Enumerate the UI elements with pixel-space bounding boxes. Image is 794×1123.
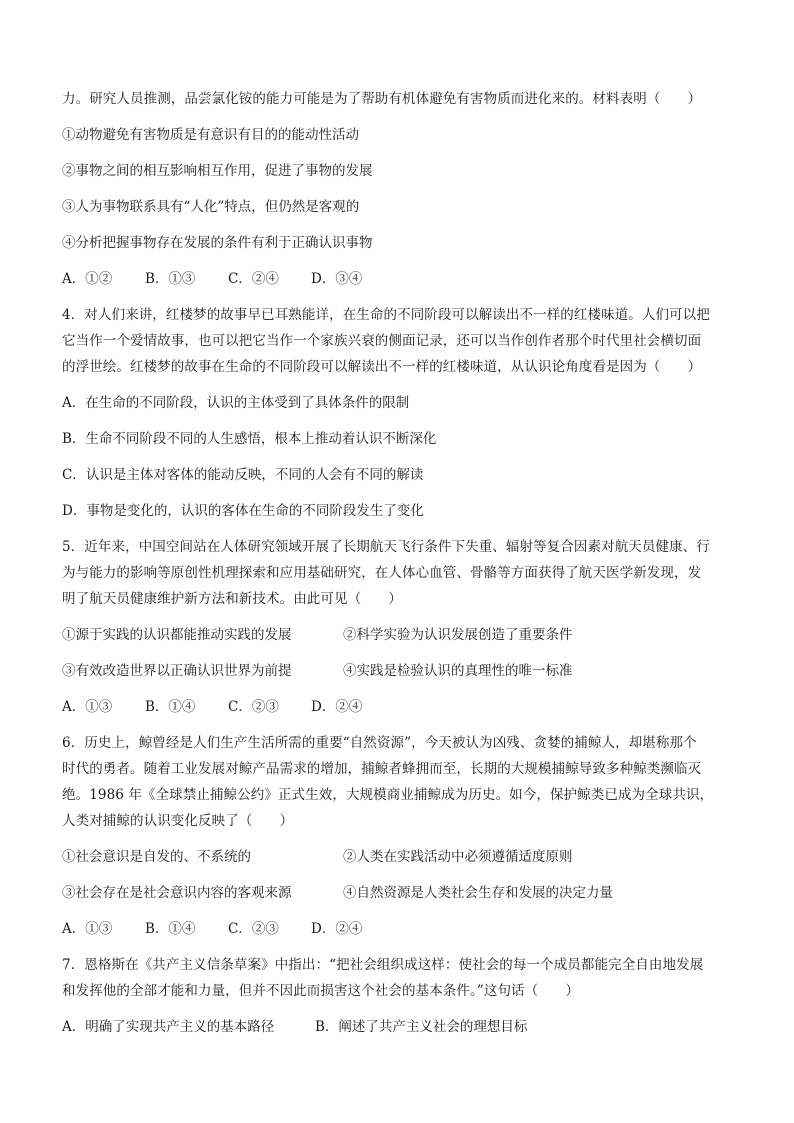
question-4-option-d: D．事物是变化的，认识的客体在生命的不同阶段发生了变化 [62, 503, 424, 519]
question-4-stem-line: 4．对人们来讲，红楼梦的故事早已耳熟能详，在生命的不同阶段可以解读出不一样的红楼味道。人们可以把 [62, 307, 710, 323]
question-6-stem-line: 绝。1986 年《全球禁止捕鲸公约》正式生效，大规模商业捕鲸成为历史。如今，保护鲸类已成为全球共识， [62, 787, 714, 803]
question-6-stem [62, 730, 738, 834]
question-6-stem-line: 时代的勇者。随着工业发展对鲸产品需求的增加，捕鲸者蜂拥而至，长期的大规模捕鲸导致多种鲸类濒临灭 [62, 761, 702, 777]
question-3-option-4: ④分析把握事物存在发展的条件有利于正确认识事物 [62, 235, 373, 251]
question-3-stem-line: 力。研究人员推测，品尝氯化铵的能力可能是为了帮助有机体避免有害物质而进化来的。材料表明（ ） [62, 91, 702, 107]
question-6-option-2: ②人类在实践活动中必须遵循适度原则 [343, 849, 573, 865]
question-3-choice-a: A．①② [62, 271, 113, 287]
question-5-choices [62, 694, 738, 720]
question-3-option-2: ②事物之间的相互影响相互作用，促进了事物的发展 [62, 163, 373, 179]
question-3-choice-b: B．①③ [145, 271, 196, 287]
question-7-choice-b: B．阐述了共产主义社会的理想目标 [315, 1019, 528, 1035]
question-5-option-4: ④实践是检验认识的真理性的唯一标准 [343, 663, 573, 679]
question-3-choice-d: D．③④ [311, 271, 363, 287]
question-7-stem-line: 7．恩格斯在《共产主义信条草案》中指出：“把社会组织成这样：使社会的每一个成员都能完全自由地发展 [62, 957, 704, 973]
question-6-option-1: ①社会意识是自发的、不系统的 [62, 849, 251, 865]
question-6-options-row-2 [62, 880, 738, 906]
question-7-stem [62, 952, 738, 1004]
question-5-choice-b: B．①④ [145, 699, 196, 715]
question-4-option-a: A．在生命的不同阶段，认识的主体受到了具体条件的限制 [62, 395, 410, 411]
question-6-choice-c: C．②③ [228, 921, 279, 937]
question-5-option-3: ③有效改造世界以正确认识世界为前提 [62, 663, 292, 679]
exam-page [62, 86, 738, 1050]
question-6-choice-a: A．①③ [62, 921, 113, 937]
question-4-option-b: B．生命不同阶段不同的人生感悟，根本上推动着认识不断深化 [62, 431, 437, 447]
question-6-choice-b: B．①④ [145, 921, 196, 937]
question-6-option-4: ④自然资源是人类社会生存和发展的决定力量 [343, 885, 613, 901]
question-6-choice-d: D．②④ [311, 921, 363, 937]
question-5-options-row-1 [62, 622, 738, 648]
question-3-choices [62, 266, 738, 292]
question-4-option-c: C．认识是主体对客体的能动反映，不同的人会有不同的解读 [62, 467, 424, 483]
question-5-options-row-2 [62, 658, 738, 684]
question-5-choice-c: C．②③ [228, 699, 279, 715]
question-3-choice-c: C．②④ [228, 271, 279, 287]
question-6-stem-line: 6．历史上，鲸曾经是人们生产生活所需的重要“自然资源”，今天被认为凶残、贪婪的捕鲸人，却堪称那个 [62, 735, 697, 751]
question-7-stem-line: 和发挥他的全部才能和力量，但并不因此而损害这个社会的基本条件。”这句话（ ） [62, 983, 580, 999]
question-6-options-row-1 [62, 844, 738, 870]
question-5-choice-a: A．①③ [62, 699, 113, 715]
question-4-stem [62, 302, 738, 380]
question-3-tail [62, 86, 738, 112]
question-6-stem-line: 人类对捕鲸的认识变化反映了（ ） [62, 813, 294, 829]
question-5-option-2: ②科学实验为认识发展创造了重要条件 [343, 627, 573, 643]
question-5-stem-line: 明了航天员健康维护新方法和新技术。由此可见（ ） [62, 591, 402, 607]
question-7-choices [62, 1014, 738, 1040]
question-4-stem-line: 的浮世绘。红楼梦的故事在生命的不同阶段可以解读出不一样的红楼味道，从认识论角度看是因为（ ） [62, 359, 702, 375]
question-7-choice-a: A．明确了实现共产主义的基本路径 [62, 1019, 275, 1035]
question-3-option-1: ①动物避免有害物质是有意识有目的的能动性活动 [62, 127, 359, 143]
question-5-stem-line: 5．近年来，中国空间站在人体研究领域开展了长期航天飞行条件下失重、辐射等复合因素对航天员健康、行 [62, 539, 710, 555]
question-6-choices [62, 916, 738, 942]
question-5-choice-d: D．②④ [311, 699, 363, 715]
question-5-stem-line: 为与能力的影响等原创性机理探索和应用基础研究，在人体心血管、骨骼等方面获得了航天医学新发现，发 [62, 565, 702, 581]
question-5-stem [62, 534, 738, 612]
question-4-stem-line: 它当作一个爱情故事，也可以把它当作一个家族兴衰的侧面记录，还可以当作创作者那个时代里社会横切面 [62, 333, 702, 349]
question-6-option-3: ③社会存在是社会意识内容的客观来源 [62, 885, 292, 901]
question-3-option-3: ③人为事物联系具有“人化”特点，但仍然是客观的 [62, 199, 360, 215]
question-5-option-1: ①源于实践的认识都能推动实践的发展 [62, 627, 292, 643]
